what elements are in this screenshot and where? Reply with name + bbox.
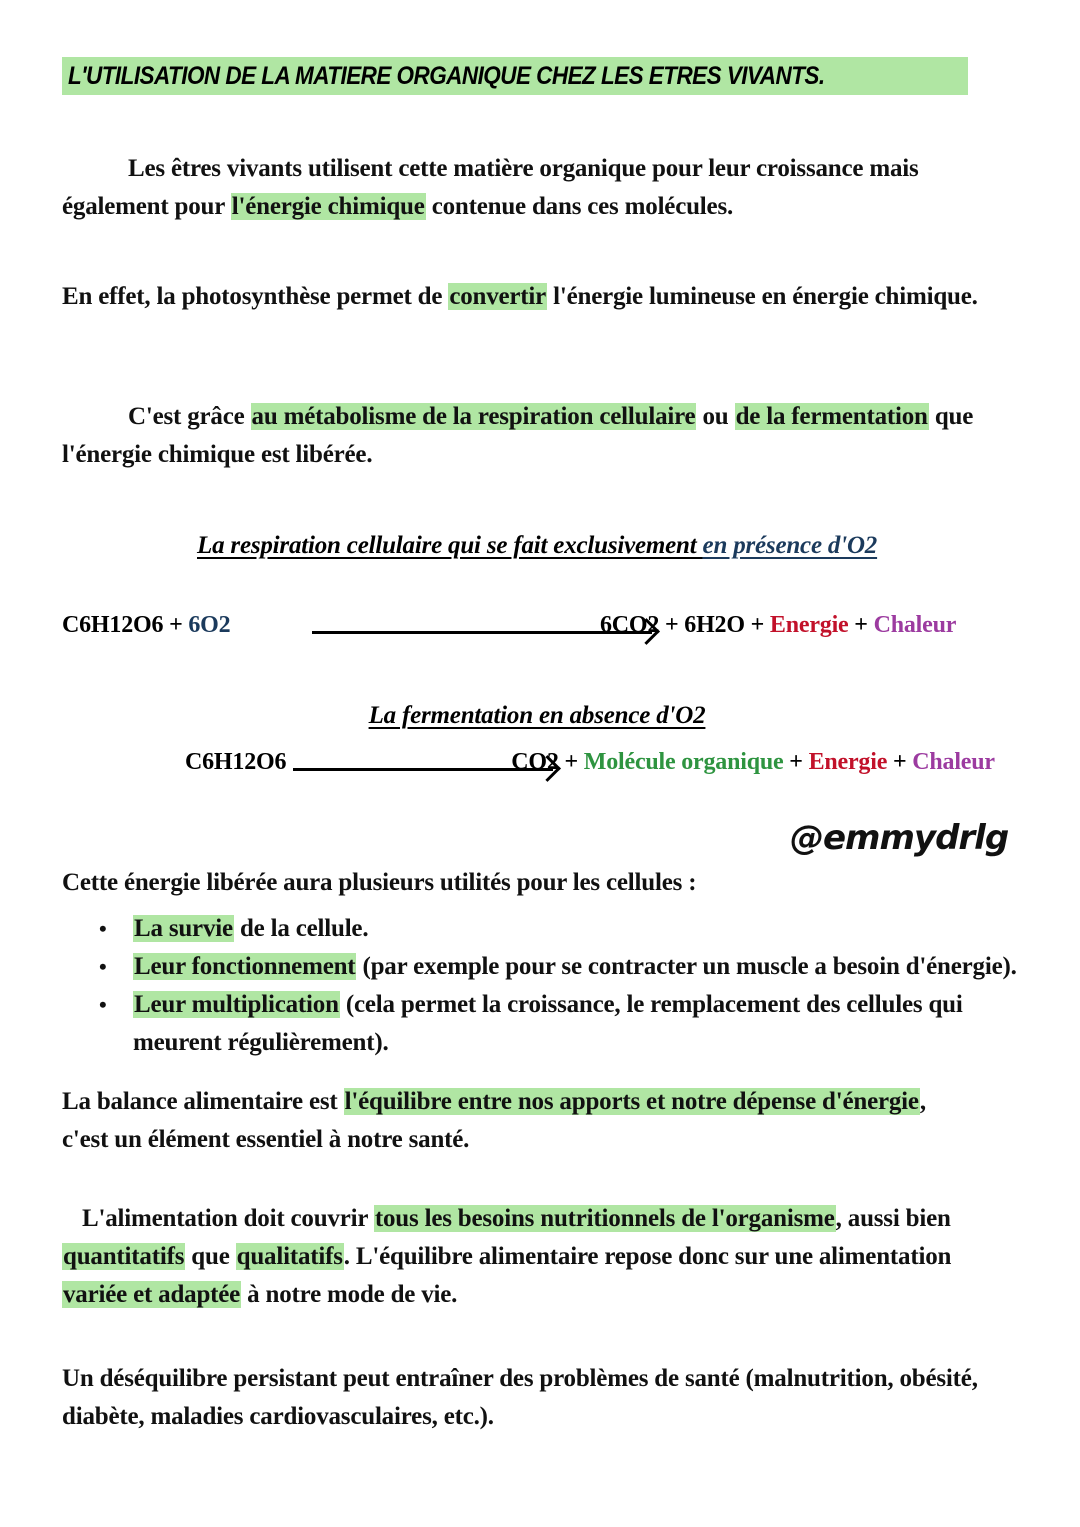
respiration-plus-3: + — [848, 612, 874, 638]
respiration-heading-navy: en présence d'O2 — [702, 532, 878, 559]
paragraph-alimentation — [62, 1200, 1018, 1314]
balance-text-part2: , c'est un élément essentiel à notre santé. — [62, 1088, 926, 1153]
fermentation-plus-2: + — [783, 749, 809, 775]
alim-highlight-variee-adaptee: variée et adaptée — [63, 1281, 241, 1308]
list-item — [95, 986, 1020, 1062]
paragraph-desequilibre: Un déséquilibre persistant peut entraîner des problèmes de santé (malnutrition, obésité, diabète, maladies cardiovasculaires, etc.). — [62, 1365, 978, 1430]
reaction-arrow-fermentation — [293, 768, 553, 771]
bullet-3-rest: (cela permet la croissance, le remplacement des cellules qui meurent régulièrement). — [133, 991, 963, 1056]
equation-respiration-products — [600, 608, 956, 642]
paragraph-utilites: Cette énergie libérée aura plusieurs utilités pour les cellules : — [62, 869, 697, 896]
section-heading-fermentation — [62, 697, 1012, 734]
intro-highlight-energie-chimique: l'énergie chimique — [231, 193, 425, 220]
respiration-product-co2: 6CO2 — [600, 612, 660, 638]
effet-highlight-convertir: convertir — [449, 283, 547, 310]
grace-text-part1: C'est grâce — [128, 403, 251, 430]
equation-respiration-reactants — [62, 608, 230, 642]
bullet-3-highlight: Leur multiplication — [134, 991, 339, 1018]
alim-text-part3: que — [185, 1243, 236, 1270]
intro-text-part1: Les êtres vivants utilisent cette matière organique pour leur croissance mais également pour — [62, 155, 919, 220]
respiration-plus-1: + — [659, 612, 685, 638]
respiration-reactant-glucose: C6H12O6 + — [62, 612, 189, 638]
grace-highlight-respiration: au métabolisme de la respiration cellulaire — [251, 403, 696, 430]
respiration-heading-black: La respiration cellulaire qui se fait exclusivement — [197, 532, 703, 559]
balance-highlight-equilibre: l'équilibre entre nos apports et notre dépense d'énergie — [344, 1088, 919, 1115]
respiration-product-h2o: 6H2O — [684, 612, 745, 638]
respiration-product-chaleur: Chaleur — [873, 612, 957, 638]
fermentation-product-energie: Energie — [808, 749, 888, 775]
equation-fermentation — [185, 745, 1025, 779]
bullet-2-rest: (par exemple pour se contracter un muscle a besoin d'énergie). — [356, 953, 1017, 980]
effet-text-part1: En effet, la photosynthèse permet de — [62, 283, 449, 310]
alim-text-part1: L'alimentation doit couvrir — [82, 1205, 374, 1232]
alim-text-part4: . L'équilibre alimentaire repose donc sur une alimentation — [343, 1243, 952, 1270]
paragraph-metabolisme — [62, 398, 1020, 474]
fermentation-product-chaleur: Chaleur — [912, 749, 995, 775]
grace-text-part2: ou — [696, 403, 735, 430]
respiration-product-energie: Energie — [769, 612, 849, 638]
respiration-reactant-o2: 6O2 — [188, 612, 231, 638]
bullet-2-highlight: Leur fonctionnement — [134, 953, 356, 980]
fermentation-reactant-glucose: C6H12O6 — [185, 749, 287, 775]
list-item — [95, 910, 1020, 948]
alim-highlight-quantitatifs: quantitatifs — [63, 1243, 185, 1270]
respiration-plus-2: + — [744, 612, 770, 638]
intro-text-part2: contenue dans ces molécules. — [425, 193, 734, 220]
bullet-1-highlight: La survie — [134, 915, 233, 942]
paragraph-intro — [62, 150, 1018, 226]
section-heading-respiration — [62, 527, 1012, 564]
alim-text-part2: , aussi bien — [835, 1205, 951, 1232]
fermentation-plus-3: + — [887, 749, 913, 775]
alim-highlight-qualitatifs: qualitatifs — [236, 1243, 343, 1270]
bullet-1-rest: de la cellule. — [233, 915, 369, 942]
page-title: L'UTILISATION DE LA MATIERE ORGANIQUE CHEZ LES ETRES VIVANTS. — [68, 62, 825, 90]
grace-text-part3: que l'énergie chimique est libérée. — [62, 403, 974, 468]
effet-text-part2: l'énergie lumineuse en énergie chimique. — [547, 283, 978, 310]
paragraph-photosynthese — [62, 278, 1018, 316]
fermentation-product-molecule-organique: Molécule organique — [583, 749, 784, 775]
alim-text-part5: à notre mode de vie. — [241, 1281, 458, 1308]
alim-highlight-besoins: tous les besoins nutritionnels de l'organisme — [374, 1205, 835, 1232]
fermentation-plus-1: + — [558, 749, 584, 775]
utilites-list — [95, 910, 1020, 1062]
paragraph-balance-alimentaire — [62, 1083, 962, 1159]
author-signature: @emmydrlg — [790, 818, 1009, 858]
balance-text-part1: La balance alimentaire est — [62, 1088, 344, 1115]
list-item — [95, 948, 1020, 986]
fermentation-product-co2: CO2 — [511, 749, 559, 775]
fermentation-heading-text: La fermentation en absence d'O2 — [368, 702, 706, 729]
grace-highlight-fermentation: de la fermentation — [735, 403, 928, 430]
